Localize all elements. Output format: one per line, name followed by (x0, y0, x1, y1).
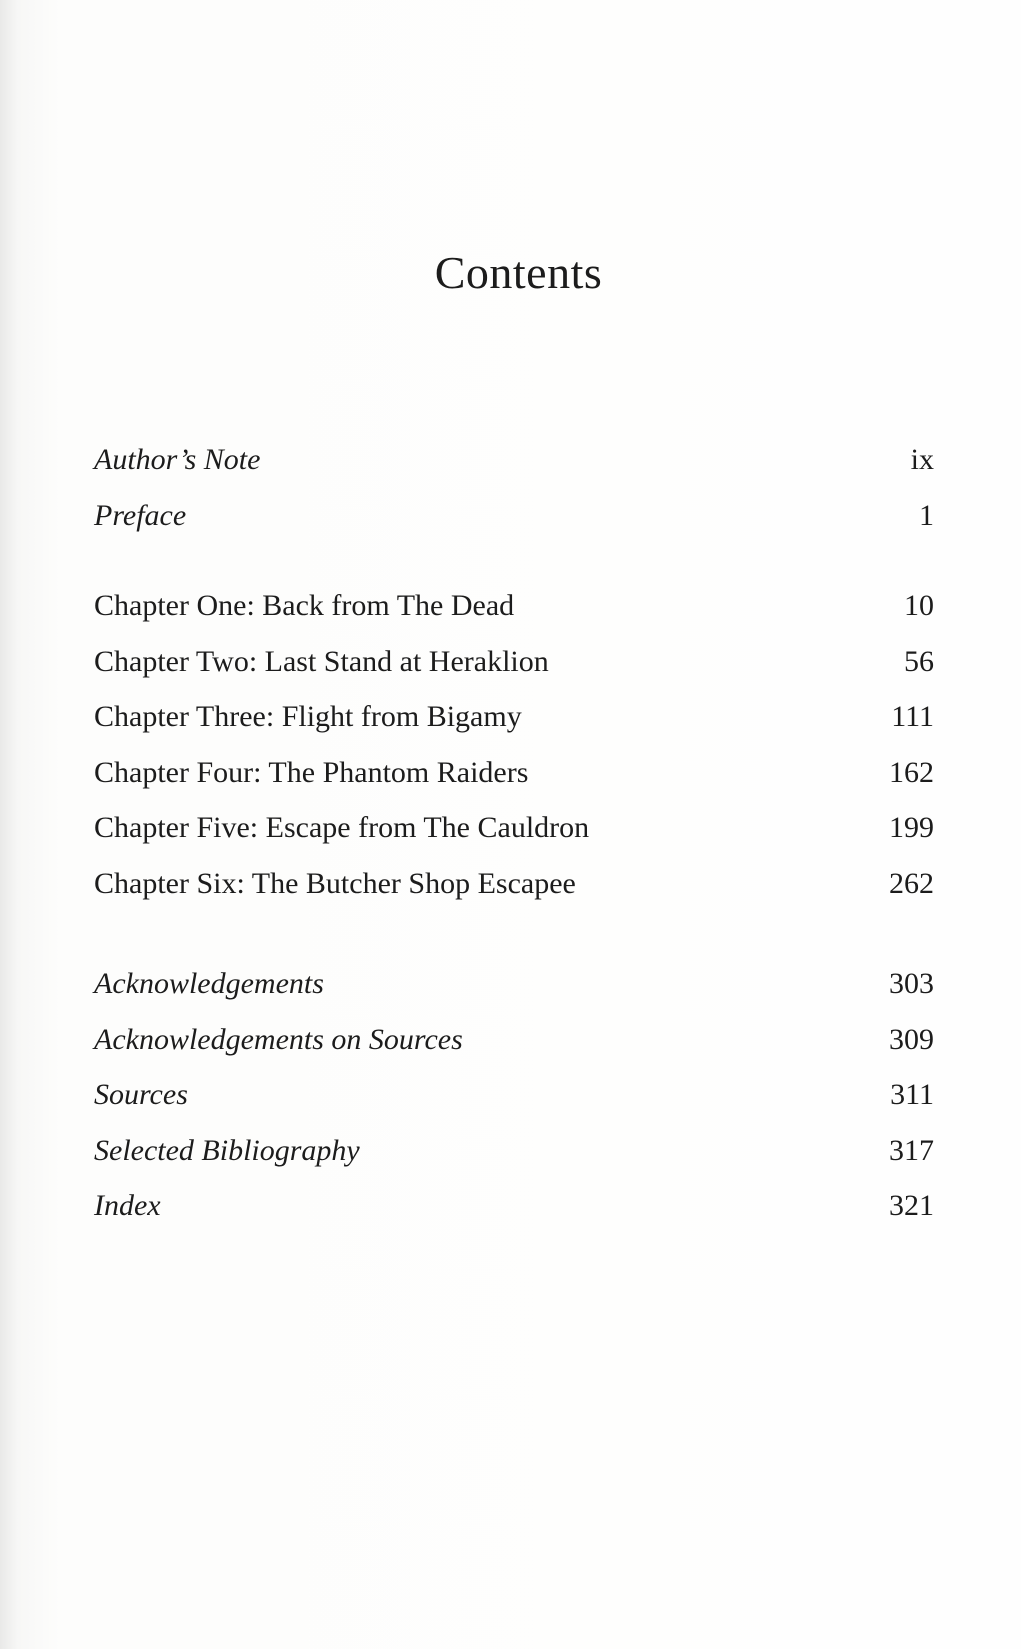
toc-entry-title: Selected Bibliography (94, 1133, 360, 1167)
toc-entry-title: Acknowledgements (94, 967, 324, 1000)
toc-entry-page: 1 (919, 498, 934, 532)
toc-entry-page: 303 (889, 967, 934, 1000)
toc-entry-page: 321 (889, 1189, 934, 1222)
toc-entry (94, 856, 934, 912)
back-matter-list (94, 956, 934, 1234)
toc-entry-title: Author’s Note (94, 443, 261, 476)
page-title: Contents (434, 247, 603, 298)
toc-entry (94, 689, 934, 745)
toc-entry-page: 10 (904, 589, 934, 622)
toc-entry (94, 745, 934, 801)
toc-entry (94, 1178, 934, 1234)
toc-entry-title: Acknowledgements on Sources (94, 1022, 463, 1056)
toc-entry-title: Chapter Six: The Butcher Shop Escapee (94, 866, 576, 900)
front-matter-list (94, 432, 934, 543)
toc-entry-page: 311 (890, 1078, 934, 1111)
toc-entry-title: Chapter Three: Flight from Bigamy (94, 700, 522, 733)
toc-entry-title: Chapter Five: Escape from The Cauldron (94, 811, 590, 844)
toc-entry-page: 111 (891, 700, 934, 733)
toc-entry (94, 578, 934, 634)
toc-entry-title: Chapter Two: Last Stand at Heraklion (94, 644, 549, 678)
toc-entry (94, 488, 934, 544)
toc-entry (94, 432, 934, 488)
toc-entry-title: Index (94, 1189, 161, 1222)
toc-entry (94, 1012, 934, 1068)
toc-entry (94, 800, 934, 856)
toc-entry-title: Chapter One: Back from The Dead (94, 589, 515, 622)
toc-entry (94, 1123, 934, 1179)
toc-entry-page: 262 (889, 866, 934, 900)
toc-entry-title: Sources (94, 1078, 188, 1111)
toc-entry-page: 199 (889, 811, 934, 844)
toc-entry-page: ix (910, 443, 934, 476)
toc-entry-page: 317 (889, 1133, 934, 1167)
toc-entry-title: Chapter Four: The Phantom Raiders (94, 755, 529, 789)
toc-entry-page: 162 (889, 755, 934, 789)
toc-entry-page: 309 (889, 1022, 934, 1056)
toc-entry-page: 56 (904, 644, 934, 678)
toc-entry-title: Preface (94, 498, 187, 532)
chapter-list (94, 578, 934, 911)
toc-entry (94, 956, 934, 1012)
toc-entry (94, 1067, 934, 1123)
toc-entry (94, 634, 934, 690)
